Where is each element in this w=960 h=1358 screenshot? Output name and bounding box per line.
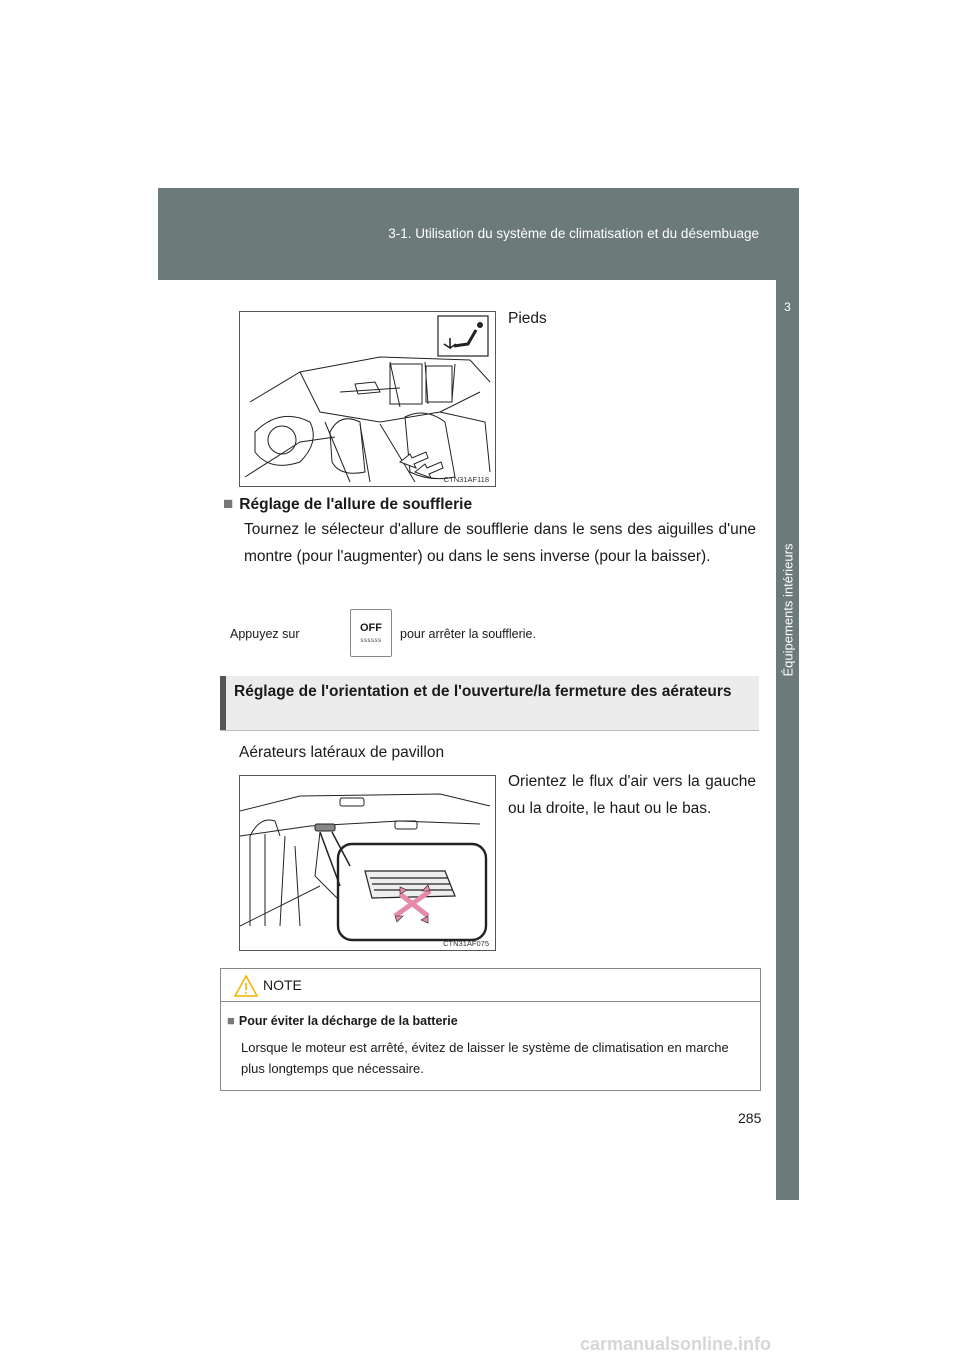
vents-section-title-box: [220, 676, 759, 731]
chapter-label: Équipements intérieurs: [780, 543, 796, 677]
car-interior-drawing: [240, 312, 495, 486]
note-body: Lorsque le moteur est arrêté, évitez de laisser le système de climatisation en marche plus longtemps que nécessaire.: [241, 1040, 729, 1076]
airflow-arrows: [400, 452, 443, 478]
side-vent-illustration: [239, 775, 496, 951]
section-title: 3-1. Utilisation du système de climatisation et du désembuage: [388, 226, 759, 241]
blower-instructions: Tournez le sélecteur d'allure de soufflerie dans le sens des aiguilles d'une montre (pour l'augmenter) ou dans le sens inverse (pour la baisser).: [244, 521, 756, 565]
note-subheading-text: Pour éviter la décharge de la batterie: [238, 1014, 458, 1028]
off-button-label: OFF: [360, 622, 382, 634]
note-title: NOTE: [263, 977, 302, 993]
page-number: 285: [738, 1110, 762, 1126]
off-button-icon: [350, 609, 392, 657]
roof-vent-drawing: [240, 776, 495, 950]
vents-instructions: Orientez le flux d'air vers la gauche ou la droite, le haut ou le bas.: [508, 773, 756, 817]
square-bullet-icon: ■: [227, 1013, 235, 1028]
figure-code: CTN31AF118: [443, 475, 489, 484]
press-suffix: pour arrêter la soufflerie.: [400, 627, 536, 641]
fan-dots-icon: ssssss: [360, 638, 382, 644]
section-accent-bar: [220, 676, 226, 730]
blower-heading-text: Réglage de l'allure de soufflerie: [239, 496, 473, 513]
vents-section-title: Réglage de l'orientation et de l'ouverture/la fermeture des aérateurs: [234, 683, 732, 700]
blower-heading: [223, 494, 472, 514]
note-subheading: [227, 1013, 458, 1028]
section-header-band: [158, 188, 799, 280]
vents-subtitle: Aérateurs latéraux de pavillon: [239, 744, 445, 761]
chapter-label-wrap: [779, 400, 797, 820]
press-prefix: Appuyez sur: [230, 627, 300, 641]
watermark: carmanualsonline.info: [580, 1334, 772, 1354]
mode-label: Pieds: [508, 310, 547, 327]
foot-airflow-icon: [438, 316, 488, 356]
square-bullet-icon: ■: [223, 494, 234, 513]
note-header: [221, 969, 760, 1002]
feet-mode-illustration: [239, 311, 496, 487]
note-box: [220, 968, 761, 1091]
chapter-number: 3: [784, 300, 791, 314]
warning-triangle-icon: [233, 974, 259, 998]
figure-code: CTN31AF075: [443, 939, 489, 948]
